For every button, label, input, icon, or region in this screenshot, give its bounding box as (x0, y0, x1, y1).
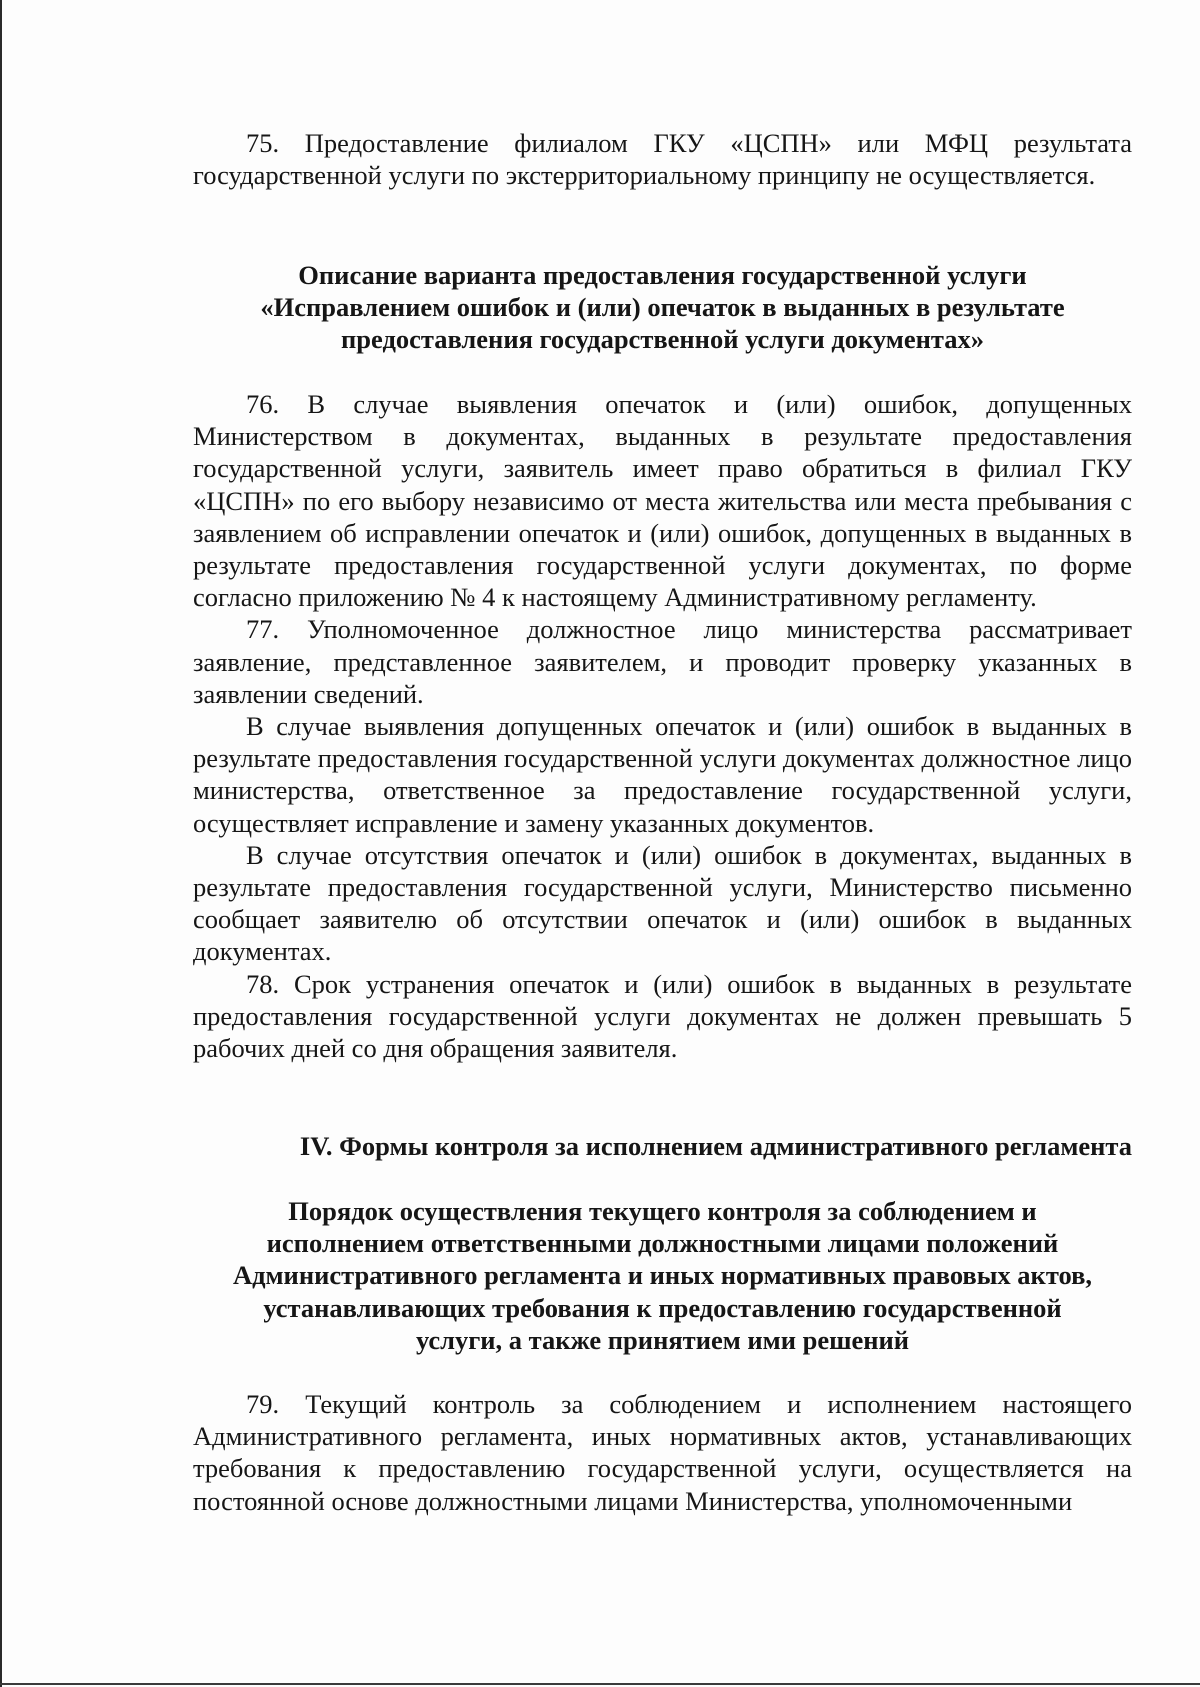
paragraphs-76-78-block (193, 388, 1132, 1064)
paragraph-77-c: В случае отсутствия опечаток и (или) ошибок в документах, выданных в результате предоставления государственной услуги, Министерство письменно сообщает заявителю об отсутствии опечаток и (или) ошибок в выданных документах. (193, 839, 1132, 967)
heading-section-4: IV. Формы контроля за исполнением административного регламента (299, 1131, 1132, 1161)
paragraph-79: 79. Текущий контроль за соблюдением и исполнением настоящего Административного регламента, иных нормативных актов, устанавливающих требования к предоставлению государственной услуги, осуществляется на постоянной основе должностными лицами Министерства, уполномоченными (193, 1389, 1132, 1516)
heading-variant-line-1: Описание варианта предоставления государственной услуги (298, 260, 1027, 290)
paragraph-79-block (193, 1388, 1132, 1517)
paragraph-77: 77. Уполномоченное должностное лицо министерства рассматривает заявление, представленное заявителем, и проводит проверку указанных в заявлении сведений. (193, 614, 1132, 709)
paragraph-78: 78. Срок устранения опечаток и (или) ошибок в выданных в результате предоставления государственной услуги документах не должен превышать 5 рабочих дней со дня обращения заявителя. (193, 968, 1132, 1064)
heading-control-line-3: Административного регламента и иных нормативных правовых актов, (232, 1260, 1093, 1291)
scan-edge-bottom (0, 1683, 1200, 1685)
heading-control-line-5: услуги, а также принятием ими решений (415, 1324, 910, 1355)
heading-control-line-1: Порядок осуществления текущего контроля за соблюдением и (288, 1196, 1037, 1226)
heading-variant (193, 259, 1132, 356)
heading-control-line-2: исполнением ответственными должностными лицами положений (266, 1228, 1059, 1259)
heading-control-line-4: устанавливающих требования к предоставлению государственной (263, 1292, 1062, 1323)
paragraph-76: 76. В случае выявления опечаток и (или) ошибок, допущенных Министерством в документах, выданных в результате предоставления государственной услуги, заявитель имеет право обратиться в филиал ГКУ «ЦСПН» по его выбору независимо от места жительства или места пребывания с заявлением об исправлении опечаток и (или) ошибок, допущенных в выданных в результате предоставления государственной услуги документах, по форме согласно приложению № 4 к настоящему Административному регламенту. (193, 389, 1132, 613)
heading-control (193, 1195, 1132, 1356)
heading-variant-line-2: «Исправлением ошибок и (или) опечаток в выданных в результате (260, 292, 1065, 323)
paragraph-75: 75. Предоставление филиалом ГКУ «ЦСПН» или МФЦ результата государственной услуги по экстерриториальному принципу не осуществляется. (193, 128, 1132, 191)
scan-edge-left (0, 0, 2, 1687)
paragraph-77-b: В случае выявления допущенных опечаток и (или) ошибок в выданных в результате предоставления государственной услуги документах должностное лицо министерства, ответственное за предоставление государственной услуги, осуществляет исправление и замену указанных документов. (193, 711, 1132, 838)
paragraph-75-block (193, 127, 1132, 191)
heading-variant-line-3: предоставления государственной услуги документах» (341, 324, 984, 355)
